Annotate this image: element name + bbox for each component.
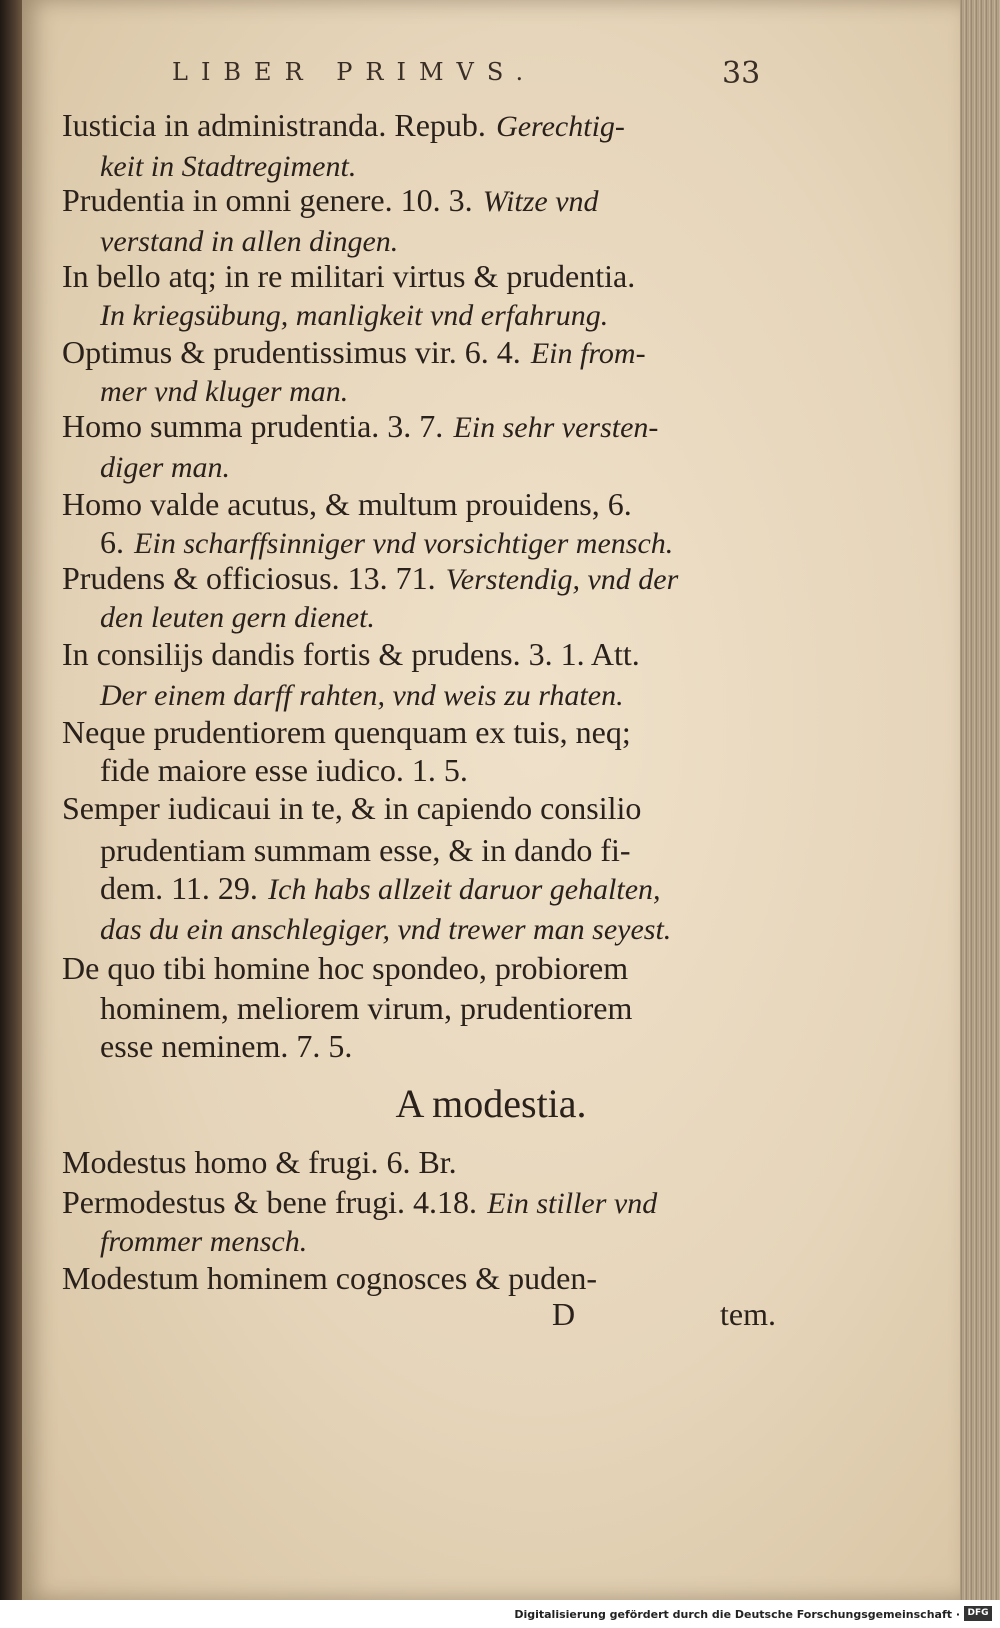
entry-line [62, 786, 822, 830]
german-text: Ein from- [530, 337, 646, 370]
latin-text: Iusticia in administranda. Repub. [62, 107, 486, 143]
latin-text: Modestus homo & frugi. 6. Br. [62, 1144, 457, 1180]
latin-text: 6. [100, 524, 124, 560]
german-text: In kriegsübung, manligkeit vnd erfahrung. [100, 299, 609, 332]
latin-text: prudentiam summam esse, & in dando fi- [100, 832, 631, 868]
footer-bar [0, 1600, 1000, 1628]
german-text: verstand in allen dingen. [100, 225, 399, 258]
section-heading: A modestia. [395, 1081, 587, 1126]
german-text: das du ein anschlegiger, vnd trewer man seyest. [100, 913, 672, 946]
latin-text: Modestum hominem cognosces & puden- [62, 1260, 598, 1296]
running-head: LIBER PRIMVS. [172, 58, 537, 86]
german-text: Der einem darff rahten, vnd weis zu rhaten. [100, 679, 624, 712]
german-text: keit in Stadtregiment. [100, 150, 357, 183]
german-text: Ein sehr versten- [453, 411, 659, 444]
german-text: Ein scharffsinniger vnd vorsichtiger mensch. [134, 527, 674, 560]
german-text: den leuten gern dienet. [100, 601, 375, 634]
entry-line [62, 1256, 822, 1300]
german-text: frommer mensch. [100, 1225, 308, 1258]
latin-text: Semper iudicaui in te, & in capiendo consilio [62, 790, 642, 826]
latin-text: hominem, meliorem virum, prudentiorem [100, 990, 633, 1026]
german-text: Gerechtig- [496, 110, 625, 143]
latin-text: In bello atq; in re militari virtus & prudentia. [62, 258, 636, 294]
entry-line [62, 946, 822, 990]
latin-text: dem. 11. 29. [100, 870, 258, 906]
entry-line [62, 632, 822, 676]
german-text: Verstendig, vnd der [445, 563, 679, 596]
german-text: mer vnd kluger man. [100, 375, 349, 408]
german-text: Ein stiller vnd [487, 1187, 658, 1220]
latin-text: esse neminem. 7. 5. [100, 1028, 353, 1064]
german-text: Witze vnd [482, 185, 599, 218]
book-gutter [0, 0, 22, 1628]
page-edges [958, 0, 1000, 1600]
latin-text: Prudens & officiosus. 13. 71. [62, 560, 436, 596]
latin-text: Neque prudentiorem quenquam ex tuis, neq; [62, 714, 631, 750]
entry-line [62, 1140, 822, 1184]
latin-text: De quo tibi homine hoc spondeo, probiorem [62, 950, 629, 986]
book-page [22, 0, 960, 1600]
latin-text: In consilijs dandis fortis & prudens. 3. 1. Att. [62, 636, 640, 672]
page-number: 33 [722, 56, 761, 91]
latin-text: Optimus & prudentissimus vir. 6. 4. [62, 334, 521, 370]
dfg-logo: DFG [964, 1606, 992, 1621]
latin-text: Homo valde acutus, & multum prouidens, 6. [62, 486, 632, 522]
latin-text: fide maiore esse iudico. 1. 5. [100, 752, 468, 788]
footer-text: Digitalisierung gefördert durch die Deutsche Forschungsgemeinschaft · [514, 1608, 960, 1621]
signature-mark: D [552, 1296, 576, 1332]
catchword: tem. [720, 1296, 776, 1332]
latin-text: Homo summa prudentia. 3. 7. [62, 408, 444, 444]
entry-line [62, 1024, 860, 1068]
german-text: Ich habs allzeit daruor gehalten, [268, 873, 661, 906]
latin-text: Prudentia in omni genere. 10. 3. [62, 182, 473, 218]
latin-text: Permodestus & bene frugi. 4.18. [62, 1184, 478, 1220]
german-text: diger man. [100, 451, 230, 484]
